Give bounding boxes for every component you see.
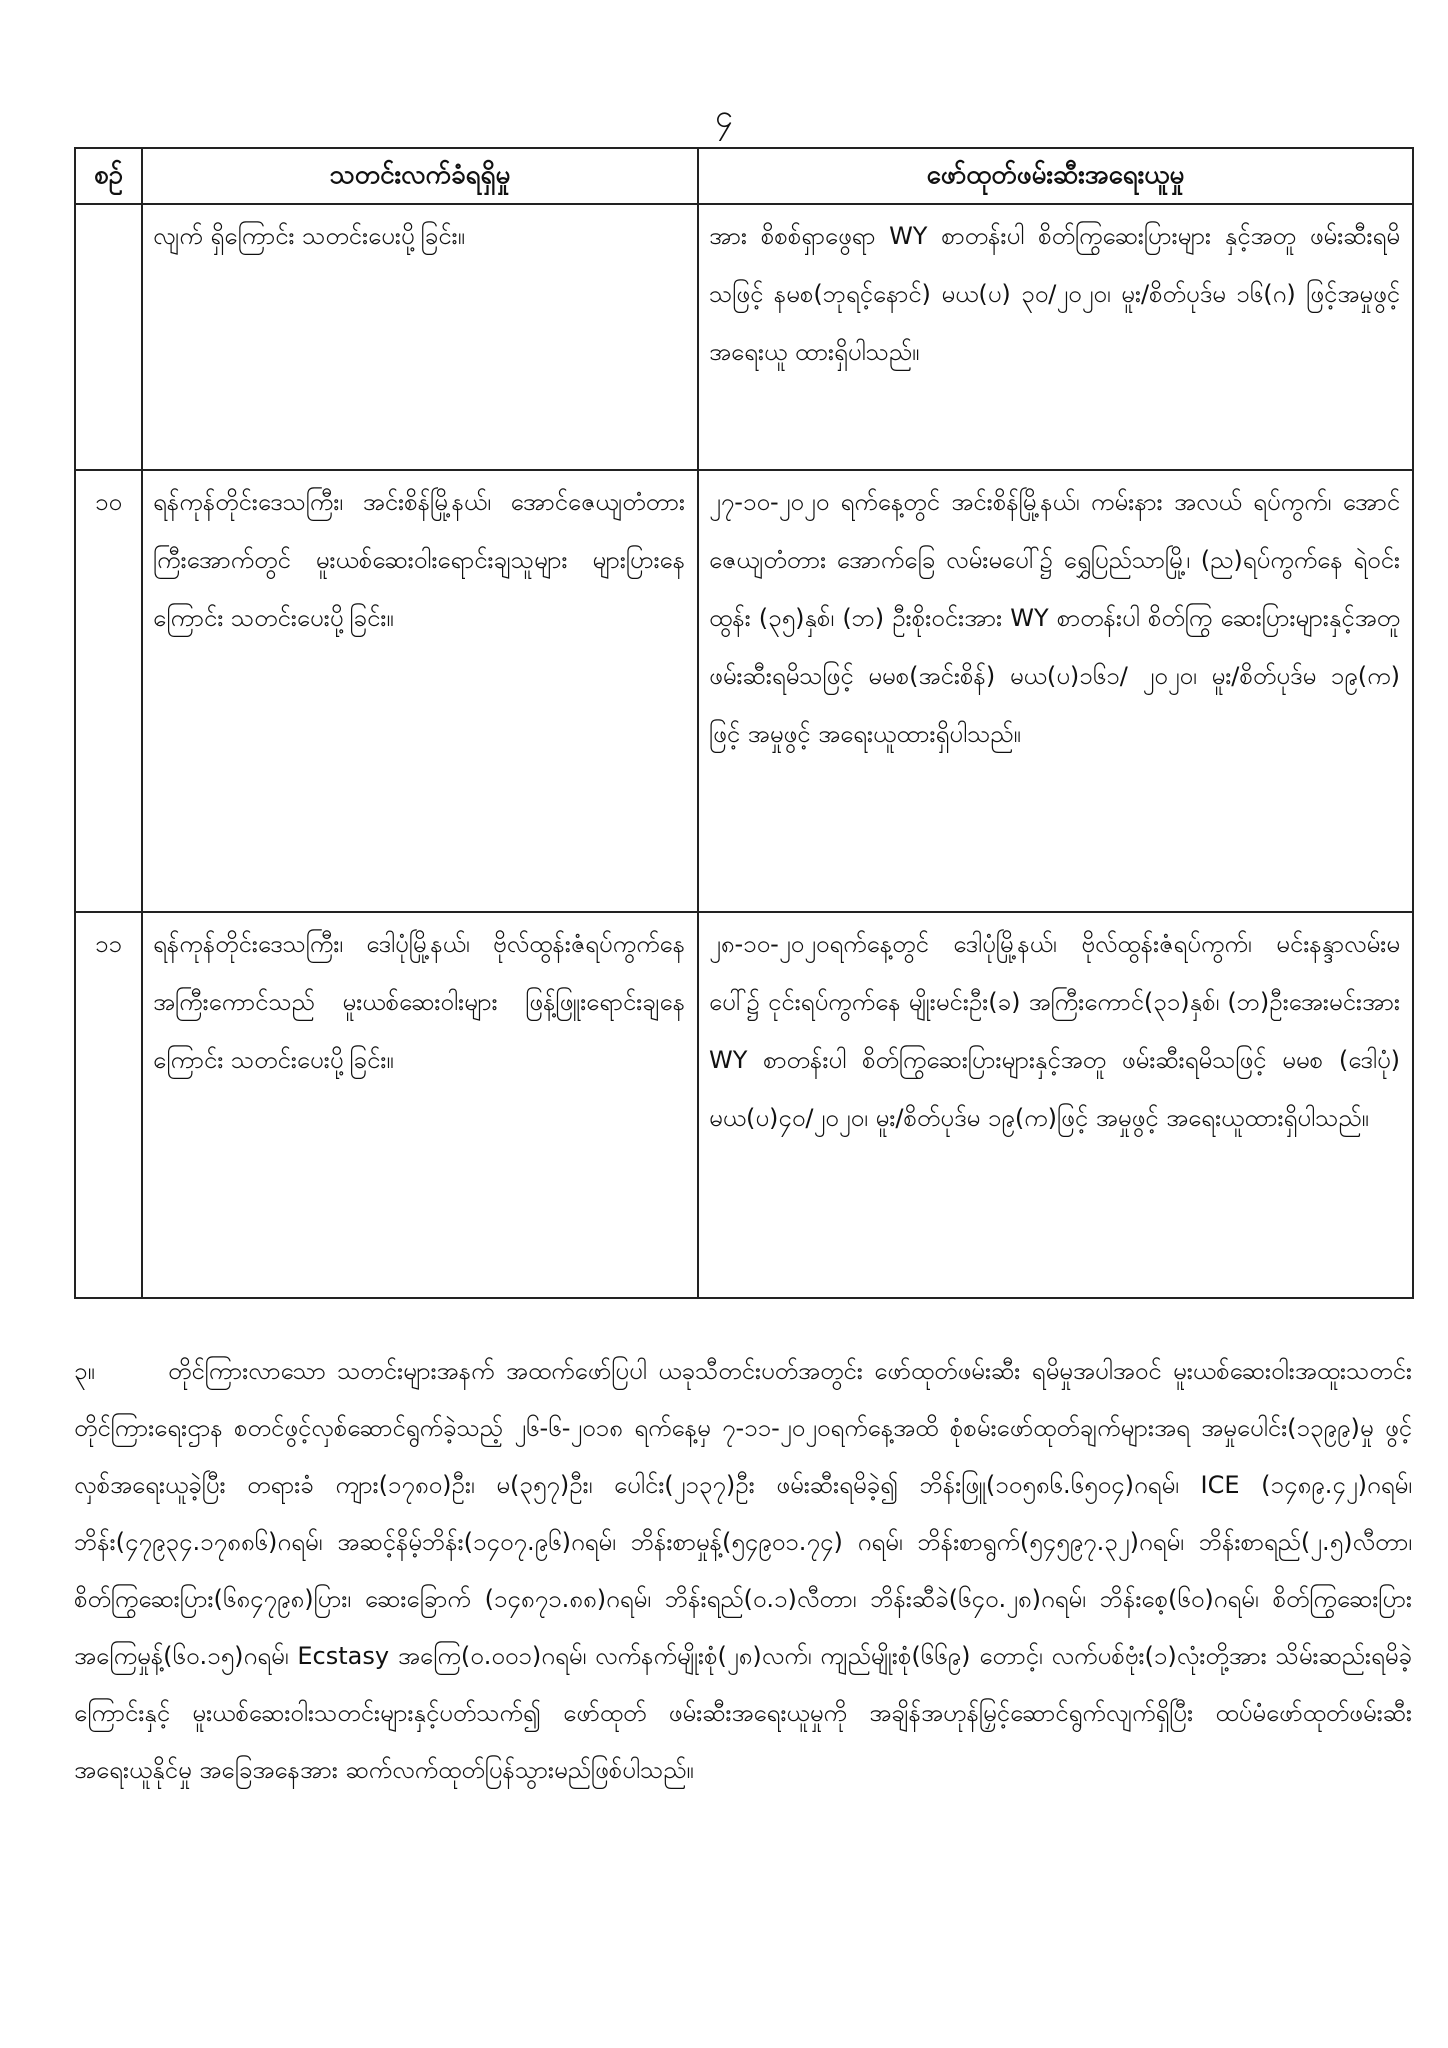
row-no <box>75 204 142 470</box>
table-row <box>75 912 1413 1298</box>
row-action: ၂၈-၁၀-၂၀၂၀ရက်နေ့တွင် ဒေါပုံမြို့နယ်၊ ဗိုလ်ထွန်းဇံရပ်ကွက်၊ မင်းနန္ဒာလမ်းမပေါ်၌ ငုင်းရပ်ကွက်နေ မျိုးမင်းဦး(ခ) အကြီးကောင်(၃၁)နှစ်၊ (ဘ)ဦးအေးမင်းအား WY စာတန်းပါ စိတ်ကြွဆေးပြားများနှင့်အတူ ဖမ်းဆီးရမိသဖြင့် မမစ (ဒေါပုံ) မယ(ပ)၄၀/၂၀၂၀၊ မူး/စိတ်ပုဒ်မ ၁၉(က)ဖြင့် အမှုဖွင့် အရေးယူထားရှိပါသည်။ <box>698 912 1413 1298</box>
report-table <box>74 147 1414 1299</box>
summary-paragraph-text: တိုင်ကြားလာသော သတင်းများအနက် အထက်ဖော်ပြပါ ယခုသီတင်းပတ်အတွင်း ဖော်ထုတ်ဖမ်းဆီး ရမိမှုအပါအဝင် မူးယစ်ဆေးဝါးအထူးသတင်းတိုင်ကြားရေးဌာန စတင်ဖွင့်လှစ်ဆောင်ရွက်ခဲ့သည့် ၂၆-၆-၂၀၁၈ ရက်နေ့မှ ၇-၁၁-၂၀၂၀ရက်နေ့အထိ စုံစမ်းဖော်ထုတ်ချက်များအရ အမှုပေါင်း(၁၃၉၉)မှု ဖွင့်လှစ်အရေးယူခဲ့ပြီး တရားခံ ကျား(၁၇၈၀)ဦး၊ မ(၃၅၇)ဦး၊ ပေါင်း(၂၁၃၇)ဦး ဖမ်းဆီးရမိခဲ့၍ ဘိန်းဖြူ(၁၀၅၈၆.၆၅၀၄)ဂရမ်၊ ICE (၁၄၈၉.၄၂)ဂရမ်၊ ဘိန်း(၄၇၉၃၄.၁၇၈၈၆)ဂရမ်၊ အဆင့်နိမ့်ဘိန်း(၁၄၀၇.၉၆)ဂရမ်၊ ဘိန်းစာမှုန့်(၅၄၉၀၁.၇၄) ဂရမ်၊ ဘိန်းစာရွက်(၅၄၅၉၇.၃၂)ဂရမ်၊ ဘိန်းစာရည်(၂.၅)လီတာ၊ စိတ်ကြွဆေးပြား(၆၈၄၇၉၈)ပြား၊ ဆေးခြောက် (၁၄၈၇၁.၈၈)ဂရမ်၊ ဘိန်းရည်(၀.၁)လီတာ၊ ဘိန်းဆီခဲ(၆၄၀.၂၈)ဂရမ်၊ ဘိန်းစေ့(၆၀)ဂရမ်၊ စိတ်ကြွဆေးပြား အကြေမှုန့်(၆၀.၁၅)ဂရမ်၊ Ecstasy အကြေ(၀.၀၀၁)ဂရမ်၊ လက်နက်မျိုးစုံ(၂၈)လက်၊ ကျည်မျိုးစုံ(၆၆၉) တောင့်၊ လက်ပစ်ဗုံး(၁)လုံးတို့အား သိမ်းဆည်းရမိခဲ့ကြောင်းနှင့် မူးယစ်ဆေးဝါးသတင်းများနှင့်ပတ်သက်၍ ဖော်ထုတ် ဖမ်းဆီးအရေးယူမှုကို အချိန်အဟုန်မြှင့်ဆောင်ရွက်လျက်ရှိပြီး ထပ်မံဖော်ထုတ်ဖမ်းဆီးအရေးယူနိုင်မှု အခြေအနေအား ဆက်လက်ထုတ်ပြန်သွားမည်ဖြစ်ပါသည်။ <box>74 1357 1412 1784</box>
row-info: လျက် ရှိကြောင်း သတင်းပေးပို့ခြင်း။ <box>142 204 698 470</box>
column-header-no: စဉ် <box>75 148 142 204</box>
row-no: ၁၀ <box>75 470 142 912</box>
column-header-info: သတင်းလက်ခံရရှိမှု <box>142 148 698 204</box>
row-no: ၁၁ <box>75 912 142 1298</box>
page-number: ၄ <box>715 97 733 135</box>
row-action: အား စိစစ်ရှာဖွေရာ WY စာတန်းပါ စိတ်ကြွဆေးပြားများ နှင့်အတူ ဖမ်းဆီးရမိသဖြင့် နမစ(ဘုရင့်နောင်) မယ(ပ) ၃၀/၂၀၂၀၊ မူး/စိတ်ပုဒ်မ ၁၆(ဂ) ဖြင့်အမှုဖွင့် အရေးယူ ထားရှိပါသည်။ <box>698 204 1413 470</box>
row-info: ရန်ကုန်တိုင်းဒေသကြီး၊ အင်းစိန်မြို့နယ်၊ အောင်ဇေယျတံတားကြီးအောက်တွင် မူးယစ်ဆေးဝါးရောင်းချသူများ များပြားနေကြောင်း သတင်းပေးပို့ခြင်း။ <box>142 470 698 912</box>
table-header-row <box>75 148 1413 204</box>
row-info: ရန်ကုန်တိုင်းဒေသကြီး၊ ဒေါပုံမြို့နယ်၊ ဗိုလ်ထွန်းဇံရပ်ကွက်နေ အကြီးကောင်သည် မူးယစ်ဆေးဝါးများ ဖြန့်ဖြူးရောင်းချနေကြောင်း သတင်းပေးပို့ခြင်း။ <box>142 912 698 1298</box>
row-action: ၂၇-၁၀-၂၀၂၀ ရက်နေ့တွင် အင်းစိန်မြို့နယ်၊ ကမ်းနား အလယ် ရပ်ကွက်၊ အောင်ဇေယျတံတား အောက်ခြေ လမ်းမပေါ်၌ ရွှေပြည်သာမြို့၊ (ည)ရပ်ကွက်နေ ရဲဝင်းထွန်း (၃၅)နှစ်၊ (ဘ) ဦးစိုးဝင်းအား WY စာတန်းပါ စိတ်ကြွ ဆေးပြားများနှင့်အတူ ဖမ်းဆီးရမိသဖြင့် မမစ(အင်းစိန်) မယ(ပ)၁၆၁/ ၂၀၂၀၊ မူး/စိတ်ပုဒ်မ ၁၉(က) ဖြင့် အမှုဖွင့် အရေးယူထားရှိပါသည်။ <box>698 470 1413 912</box>
summary-paragraph-number: ၃။ <box>74 1357 95 1385</box>
table-row <box>75 204 1413 470</box>
summary-paragraph <box>74 1343 1412 1799</box>
column-header-action: ဖော်ထုတ်ဖမ်းဆီးအရေးယူမှု <box>698 148 1413 204</box>
table-row <box>75 470 1413 912</box>
